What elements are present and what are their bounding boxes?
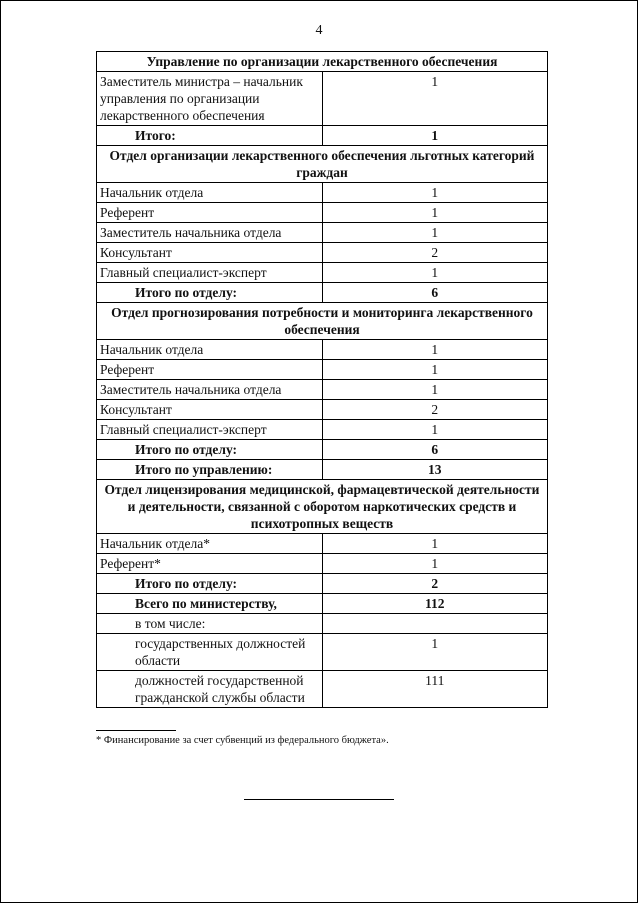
position-count: 1	[322, 263, 548, 283]
table-row	[97, 183, 548, 203]
position-label: Референт	[97, 203, 323, 223]
position-count	[322, 614, 548, 634]
position-label: Итого по отделу:	[97, 440, 323, 460]
position-label: Главный специалист-эксперт	[97, 420, 323, 440]
table-row	[97, 594, 548, 614]
table-row	[97, 554, 548, 574]
position-label: Начальник отдела	[97, 183, 323, 203]
position-count: 13	[322, 460, 548, 480]
position-count: 1	[322, 380, 548, 400]
table-row	[97, 420, 548, 440]
table-row	[97, 534, 548, 554]
table-row	[97, 400, 548, 420]
section-header-row	[97, 52, 548, 72]
position-label: Заместитель начальника отдела	[97, 223, 323, 243]
position-label: Консультант	[97, 243, 323, 263]
table-row	[97, 126, 548, 146]
position-count: 2	[322, 574, 548, 594]
position-label: Итого по отделу:	[97, 283, 323, 303]
position-label: Консультант	[97, 400, 323, 420]
position-label: Начальник отдела*	[97, 534, 323, 554]
footnote-separator-line	[96, 730, 176, 731]
position-count: 111	[322, 671, 548, 708]
end-of-document-divider	[244, 799, 394, 800]
position-count: 1	[322, 360, 548, 380]
position-count: 112	[322, 594, 548, 614]
table-row	[97, 340, 548, 360]
position-count: 1	[322, 126, 548, 146]
position-count: 2	[322, 400, 548, 420]
section-title: Отдел лицензирования медицинской, фармацевтической деятельности и деятельности, связанной с оборотом наркотических средств и психотропных веществ	[97, 480, 548, 534]
table-row	[97, 72, 548, 126]
position-count: 1	[322, 183, 548, 203]
table-row	[97, 360, 548, 380]
footnote-text: * Финансирование за счет субвенций из федерального бюджета».	[96, 735, 389, 746]
position-label: в том числе:	[97, 614, 323, 634]
table-row	[97, 614, 548, 634]
section-header-row	[97, 480, 548, 534]
section-header-row	[97, 303, 548, 340]
section-header-row	[97, 146, 548, 183]
section-title: Отдел организации лекарственного обеспечения льготных категорий граждан	[97, 146, 548, 183]
position-count: 1	[322, 420, 548, 440]
position-count: 6	[322, 440, 548, 460]
table-row	[97, 671, 548, 708]
table-row	[97, 380, 548, 400]
position-count: 1	[322, 340, 548, 360]
table-row	[97, 283, 548, 303]
table-row	[97, 574, 548, 594]
table-row	[97, 634, 548, 671]
section-title: Управление по организации лекарственного обеспечения	[97, 52, 548, 72]
table-row	[97, 460, 548, 480]
position-label: государственных должностей области	[97, 634, 323, 671]
position-count: 1	[322, 634, 548, 671]
position-label: Всего по министерству,	[97, 594, 323, 614]
position-count: 1	[322, 534, 548, 554]
position-label: Заместитель начальника отдела	[97, 380, 323, 400]
position-count: 1	[322, 203, 548, 223]
position-label: должностей государственной гражданской службы области	[97, 671, 323, 708]
table-row	[97, 203, 548, 223]
section-title: Отдел прогнозирования потребности и мониторинга лекарственного обеспечения	[97, 303, 548, 340]
table-row	[97, 223, 548, 243]
staffing-table	[96, 51, 548, 708]
position-label: Заместитель министра – начальник управления по организации лекарственного обеспечения	[97, 72, 323, 126]
page-number: 4	[315, 23, 323, 38]
staff-table-body	[97, 52, 548, 708]
position-label: Референт	[97, 360, 323, 380]
position-label: Итого:	[97, 126, 323, 146]
position-count: 1	[322, 223, 548, 243]
position-label: Итого по отделу:	[97, 574, 323, 594]
position-label: Главный специалист-эксперт	[97, 263, 323, 283]
position-count: 1	[322, 554, 548, 574]
position-label: Начальник отдела	[97, 340, 323, 360]
position-count: 6	[322, 283, 548, 303]
table-row	[97, 263, 548, 283]
table-row	[97, 243, 548, 263]
table-row	[97, 440, 548, 460]
position-count: 1	[322, 72, 548, 126]
position-label: Итого по управлению:	[97, 460, 323, 480]
position-label: Референт*	[97, 554, 323, 574]
position-count: 2	[322, 243, 548, 263]
